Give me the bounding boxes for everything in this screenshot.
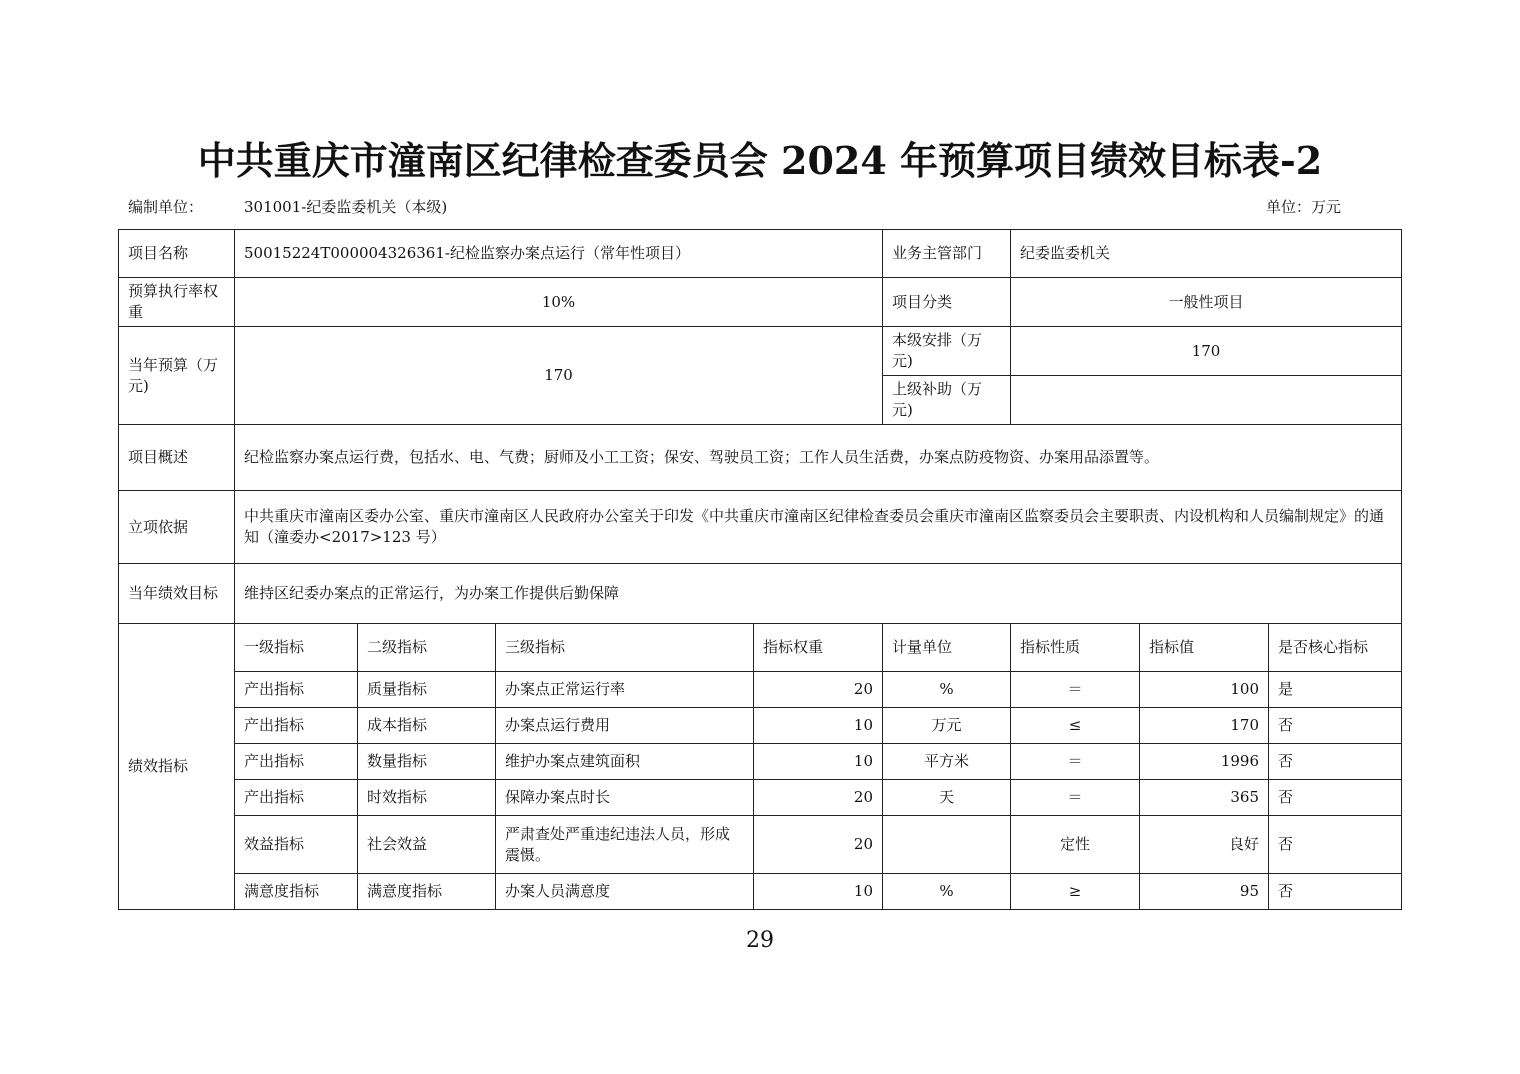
exec-rate-label: 预算执行率权重 xyxy=(119,278,235,327)
nature-cell: ≤ xyxy=(1011,708,1140,744)
value-cell: 170 xyxy=(1140,708,1269,744)
table-row xyxy=(119,816,1402,874)
level2-cell: 社会效益 xyxy=(358,816,496,874)
table-row xyxy=(119,744,1402,780)
level3-cell: 办案点正常运行率 xyxy=(496,672,754,708)
level2-cell: 时效指标 xyxy=(358,780,496,816)
row-project-name xyxy=(119,230,1402,278)
row-basis xyxy=(119,491,1402,564)
level3-cell: 办案人员满意度 xyxy=(496,874,754,910)
value-cell: 365 xyxy=(1140,780,1269,816)
unit-cell: % xyxy=(883,672,1011,708)
category-value: 一般性项目 xyxy=(1011,278,1402,327)
header-nature: 指标性质 xyxy=(1011,624,1140,672)
category-label: 项目分类 xyxy=(883,278,1011,327)
level2-cell: 质量指标 xyxy=(358,672,496,708)
core-cell: 否 xyxy=(1269,816,1402,874)
page-title: 中共重庆市潼南区纪律检查委员会 2024 年预算项目绩效目标表-2 xyxy=(197,138,1323,183)
row-goal xyxy=(119,564,1402,624)
weight-cell: 10 xyxy=(754,708,883,744)
level1-cell: 产出指标 xyxy=(235,780,358,816)
unit-cell: 平方米 xyxy=(883,744,1011,780)
header-core: 是否核心指标 xyxy=(1269,624,1402,672)
core-cell: 是 xyxy=(1269,672,1402,708)
header-weight: 指标权重 xyxy=(754,624,883,672)
weight-cell: 20 xyxy=(754,672,883,708)
core-cell: 否 xyxy=(1269,744,1402,780)
dept-value: 纪委监委机关 xyxy=(1011,230,1402,278)
table-row xyxy=(119,672,1402,708)
level2-cell: 满意度指标 xyxy=(358,874,496,910)
local-value: 170 xyxy=(1011,327,1402,376)
level3-cell: 严肃查处严重违纪违法人员，形成震慑。 xyxy=(496,816,754,874)
weight-cell: 10 xyxy=(754,744,883,780)
level2-cell: 数量指标 xyxy=(358,744,496,780)
weight-cell: 20 xyxy=(754,780,883,816)
unit-value: 301001-纪委监委机关（本级) xyxy=(244,198,448,216)
nature-cell: ＝ xyxy=(1011,744,1140,780)
unit-cell: 万元 xyxy=(883,708,1011,744)
page-number: 29 xyxy=(746,928,774,953)
indicator-header-row xyxy=(119,624,1402,672)
summary-value: 纪检监察办案点运行费，包括水、电、气费；厨师及小工工资；保安、驾驶员工资；工作人员生活费，办案点防疫物资、办案用品添置等。 xyxy=(235,425,1402,491)
level1-cell: 满意度指标 xyxy=(235,874,358,910)
project-name-label: 项目名称 xyxy=(119,230,235,278)
indicators-label: 绩效指标 xyxy=(119,624,235,910)
dept-label: 业务主管部门 xyxy=(883,230,1011,278)
table-row xyxy=(119,874,1402,910)
header-level1: 一级指标 xyxy=(235,624,358,672)
level3-cell: 保障办案点时长 xyxy=(496,780,754,816)
level1-cell: 产出指标 xyxy=(235,672,358,708)
value-cell: 95 xyxy=(1140,874,1269,910)
nature-cell: ＝ xyxy=(1011,672,1140,708)
project-name-value: 50015224T000004326361-纪检监察办案点运行（常年性项目） xyxy=(235,230,883,278)
unit-cell xyxy=(883,816,1011,874)
level1-cell: 产出指标 xyxy=(235,708,358,744)
budget-value: 170 xyxy=(235,327,883,425)
nature-cell: 定性 xyxy=(1011,816,1140,874)
unit-cell: 天 xyxy=(883,780,1011,816)
summary-label: 项目概述 xyxy=(119,425,235,491)
table-row xyxy=(119,708,1402,744)
weight-cell: 10 xyxy=(754,874,883,910)
level3-cell: 办案点运行费用 xyxy=(496,708,754,744)
row-summary xyxy=(119,425,1402,491)
value-cell: 良好 xyxy=(1140,816,1269,874)
unit-cell: % xyxy=(883,874,1011,910)
performance-target-table xyxy=(118,229,1402,910)
weight-cell: 20 xyxy=(754,816,883,874)
header-level2: 二级指标 xyxy=(358,624,496,672)
basis-label: 立项依据 xyxy=(119,491,235,564)
core-cell: 否 xyxy=(1269,780,1402,816)
level2-cell: 成本指标 xyxy=(358,708,496,744)
upper-label: 上级补助（万元) xyxy=(883,376,1011,425)
value-cell: 1996 xyxy=(1140,744,1269,780)
header-level3: 三级指标 xyxy=(496,624,754,672)
basis-value: 中共重庆市潼南区委办公室、重庆市潼南区人民政府办公室关于印发《中共重庆市潼南区纪律检查委员会重庆市潼南区监察委员会主要职责、内设机构和人员编制规定》的通知（潼委办<2017>123 号） xyxy=(235,491,1402,564)
core-cell: 否 xyxy=(1269,708,1402,744)
nature-cell: ≥ xyxy=(1011,874,1140,910)
row-budget-local xyxy=(119,327,1402,376)
local-label: 本级安排（万元) xyxy=(883,327,1011,376)
level1-cell: 产出指标 xyxy=(235,744,358,780)
goal-label: 当年绩效目标 xyxy=(119,564,235,624)
header-unit: 计量单位 xyxy=(883,624,1011,672)
nature-cell: ＝ xyxy=(1011,780,1140,816)
currency-unit: 单位：万元 xyxy=(1266,198,1342,216)
header-value: 指标值 xyxy=(1140,624,1269,672)
level1-cell: 效益指标 xyxy=(235,816,358,874)
row-exec-rate xyxy=(119,278,1402,327)
unit-label: 编制单位： xyxy=(128,198,204,216)
table-row xyxy=(119,780,1402,816)
goal-value: 维持区纪委办案点的正常运行，为办案工作提供后勤保障 xyxy=(235,564,1402,624)
value-cell: 100 xyxy=(1140,672,1269,708)
level3-cell: 维护办案点建筑面积 xyxy=(496,744,754,780)
core-cell: 否 xyxy=(1269,874,1402,910)
upper-value xyxy=(1011,376,1402,425)
budget-label: 当年预算（万元) xyxy=(119,327,235,425)
exec-rate-value: 10% xyxy=(235,278,883,327)
